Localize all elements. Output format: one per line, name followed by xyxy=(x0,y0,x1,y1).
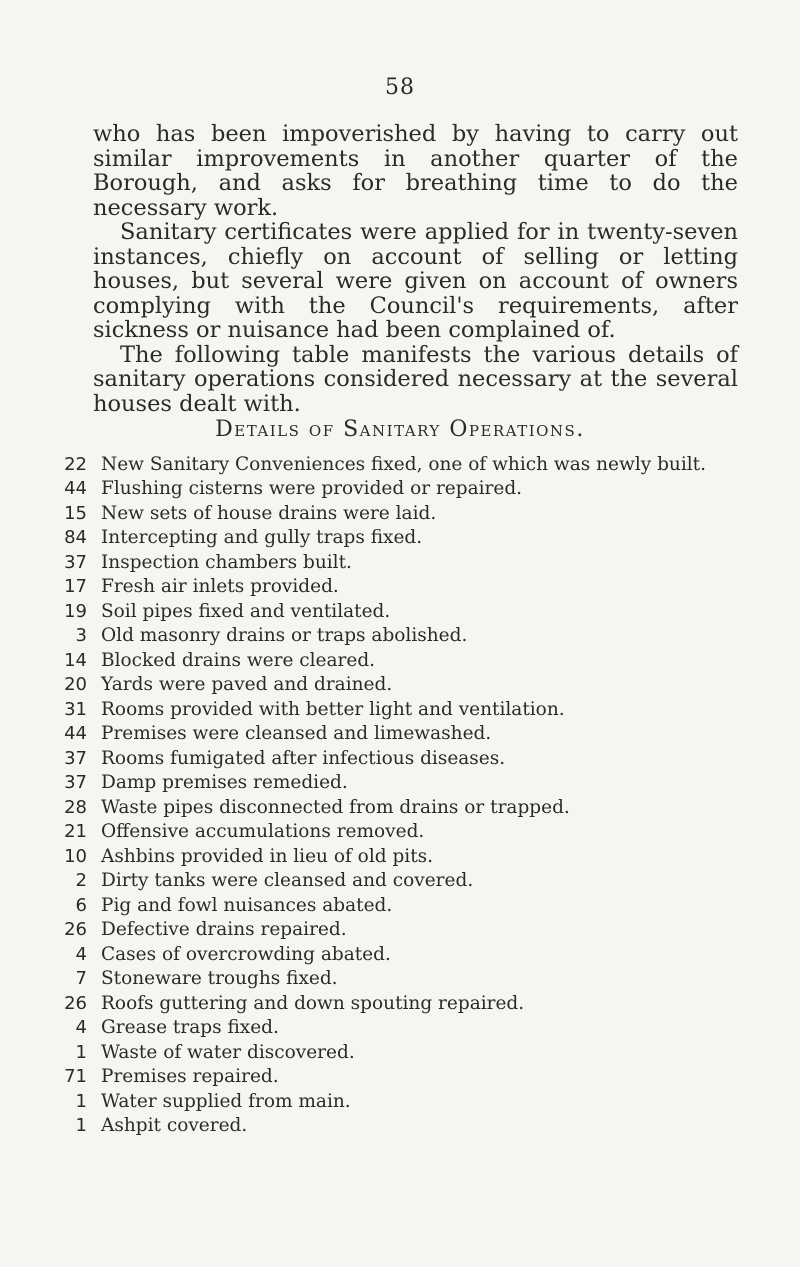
operation-description: Damp premises remedied. xyxy=(101,772,348,794)
operation-description: Rooms provided with better light and ventilation. xyxy=(101,698,565,720)
operation-row xyxy=(55,1114,775,1139)
operation-count: 37 xyxy=(64,772,87,794)
operation-row xyxy=(55,673,775,698)
operation-row xyxy=(55,1040,775,1065)
operation-row xyxy=(55,477,775,502)
operation-count: 26 xyxy=(64,992,87,1014)
operation-description: New Sanitary Conveniences fixed, one of which was newly built. xyxy=(101,453,706,475)
operation-count: 15 xyxy=(64,502,87,524)
operation-count: 21 xyxy=(64,821,87,843)
operation-count: 2 xyxy=(75,870,87,892)
operation-description: Flushing cisterns were provided or repaired. xyxy=(101,478,523,500)
operations-list xyxy=(55,452,775,1138)
operation-description: Roofs guttering and down spouting repaired. xyxy=(101,992,525,1014)
operation-row xyxy=(55,746,775,771)
operation-description: Waste of water discovered. xyxy=(101,1041,355,1063)
operation-description: Offensive accumulations removed. xyxy=(101,821,425,843)
body-text xyxy=(93,122,738,416)
operation-description: Soil pipes fixed and ventilated. xyxy=(101,600,391,622)
operation-description: Stoneware troughs fixed. xyxy=(101,968,338,990)
operation-row xyxy=(55,624,775,649)
operation-description: Intercepting and gully traps fixed. xyxy=(101,527,423,549)
operation-count: 14 xyxy=(64,649,87,671)
paragraph-table-intro: The following table manifests the various details of sanitary operations considered necessary at the several houses dealt with. xyxy=(93,341,738,417)
operation-description: Yards were paved and drained. xyxy=(101,674,393,696)
operation-description: Waste pipes disconnected from drains or trapped. xyxy=(101,796,570,818)
operation-row xyxy=(55,869,775,894)
operation-description: Premises were cleansed and limewashed. xyxy=(101,723,492,745)
operation-count: 17 xyxy=(64,576,87,598)
operation-row xyxy=(55,697,775,722)
operation-count: 44 xyxy=(64,723,87,745)
operation-row xyxy=(55,1016,775,1041)
operation-row xyxy=(55,648,775,673)
operation-row xyxy=(55,501,775,526)
operation-count: 10 xyxy=(64,845,87,867)
operation-description: Fresh air inlets provided. xyxy=(101,576,339,598)
operation-row xyxy=(55,526,775,551)
operation-row xyxy=(55,599,775,624)
operation-row xyxy=(55,893,775,918)
operation-row xyxy=(55,575,775,600)
operation-description: Rooms fumigated after infectious diseases. xyxy=(101,747,506,769)
operation-count: 22 xyxy=(64,453,87,475)
operation-count: 3 xyxy=(75,625,87,647)
operation-row xyxy=(55,844,775,869)
operation-row xyxy=(55,967,775,992)
operation-description: Ashbins provided in lieu of old pits. xyxy=(101,845,434,867)
operation-count: 6 xyxy=(75,894,87,916)
operation-count: 1 xyxy=(75,1041,87,1063)
operation-count: 71 xyxy=(64,1066,87,1088)
operation-row xyxy=(55,918,775,943)
operation-row xyxy=(55,722,775,747)
operation-count: 84 xyxy=(64,527,87,549)
section-heading: Details of Sanitary Operations. xyxy=(215,417,585,442)
operation-description: Dirty tanks were cleansed and covered. xyxy=(101,870,474,892)
operation-description: Premises repaired. xyxy=(101,1066,279,1088)
operation-count: 4 xyxy=(75,1017,87,1039)
operation-description: Inspection chambers built. xyxy=(101,551,352,573)
operation-row xyxy=(55,795,775,820)
operation-row xyxy=(55,452,775,477)
operation-count: 4 xyxy=(75,943,87,965)
operation-count: 31 xyxy=(64,698,87,720)
operation-count: 44 xyxy=(64,478,87,500)
operation-count: 26 xyxy=(64,919,87,941)
operation-row xyxy=(55,991,775,1016)
operation-description: New sets of house drains were laid. xyxy=(101,502,437,524)
operation-count: 37 xyxy=(64,551,87,573)
operation-count: 19 xyxy=(64,600,87,622)
page-number: 58 xyxy=(385,75,415,100)
operation-count: 28 xyxy=(64,796,87,818)
paragraph-continued: who has been impoverished by having to carry out similar improvements in another quarter of the Borough, and asks for breathing time to do the necessary work. xyxy=(93,121,738,221)
operation-row xyxy=(55,1065,775,1090)
operation-description: Defective drains repaired. xyxy=(101,919,347,941)
operation-count: 1 xyxy=(75,1090,87,1112)
operation-description: Old masonry drains or traps abolished. xyxy=(101,625,468,647)
paragraph-sanitary-certificates: Sanitary certificates were applied for in twenty-seven instances, chiefly on account of selling or letting houses, but several were given on account of owners complying with the Council's requirements, after sickness or nuisance had been complained of. xyxy=(93,219,738,343)
operation-count: 37 xyxy=(64,747,87,769)
operation-description: Grease traps fixed. xyxy=(101,1017,279,1039)
operation-description: Cases of overcrowding abated. xyxy=(101,943,391,965)
operation-row xyxy=(55,942,775,967)
operation-description: Pig and fowl nuisances abated. xyxy=(101,894,393,916)
operation-row xyxy=(55,550,775,575)
operation-count: 1 xyxy=(75,1115,87,1137)
operation-description: Blocked drains were cleared. xyxy=(101,649,376,671)
operation-description: Water supplied from main. xyxy=(101,1090,351,1112)
operation-count: 20 xyxy=(64,674,87,696)
operation-row xyxy=(55,771,775,796)
operation-row xyxy=(55,1089,775,1114)
operation-description: Ashpit covered. xyxy=(101,1115,248,1137)
operation-row xyxy=(55,820,775,845)
operation-count: 7 xyxy=(75,968,87,990)
